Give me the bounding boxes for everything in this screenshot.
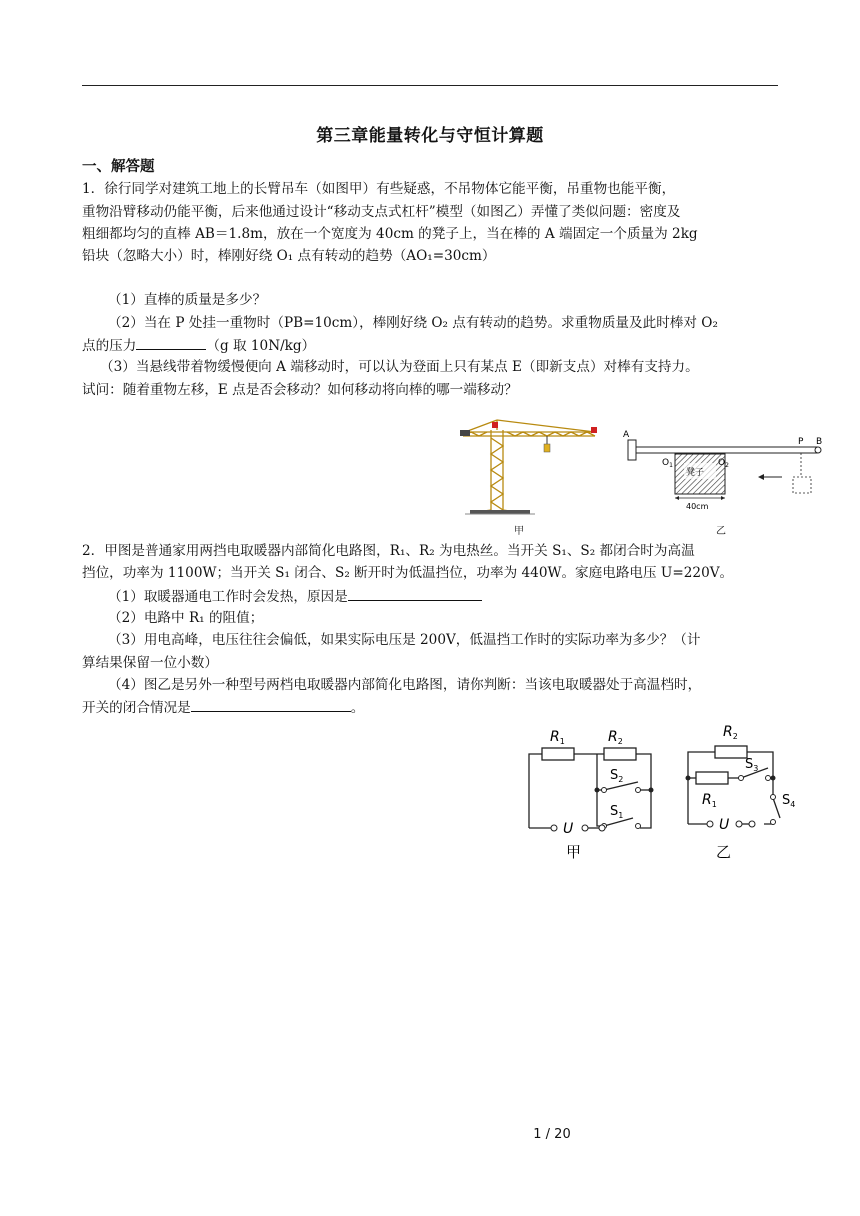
q2-part-4b-text: 开关的闭合情况是 (82, 700, 191, 716)
lever-figure (620, 425, 830, 525)
q2-line-2: 挡位，功率为 1100W；当开关 S₁ 闭合、S₂ 断开时为低温挡位，功率为 440W。家庭电路电压 U=220V。 (82, 565, 734, 581)
label-U: U (719, 817, 730, 833)
circuit-yi (680, 716, 810, 866)
answer-blank[interactable] (348, 586, 482, 601)
label-S4: $S_4$ (782, 793, 796, 809)
label-U: U (563, 821, 574, 837)
crane-figure (455, 418, 605, 538)
label-R2: $R_2$ (608, 729, 623, 746)
q2-part-1-text: （1）取暖器通电工作时会发热，原因是 (108, 589, 348, 605)
label-S2: $S_2$ (610, 768, 624, 784)
q1-part-2a: （2）当在 P 处挂一重物时（PB=10cm），棒刚好绕 O₂ 点有转动的趋势。求重物质量及此时棒对 O₂ (108, 315, 718, 331)
q2-part-4a: （4）图乙是另外一种型号两档电取暖器内部简化电路图，请你判断：当该电取暖器处于高温档时， (108, 677, 702, 693)
fig1-label-yi: 乙 (716, 526, 726, 537)
label-P: P (798, 437, 804, 447)
q2-part-4b-end: 。 (350, 700, 365, 716)
label-O1: $O_1$ (662, 458, 673, 469)
label-A: A (623, 430, 630, 440)
circuit-label-yi: 乙 (716, 843, 732, 861)
q1-part-3b: 试问：随着重物左移，E 点是否会移动？如何移动将向棒的哪一端移动？ (82, 382, 518, 398)
label-S1: $S_1$ (610, 804, 624, 820)
q1-line-3: 粗细都均匀的直棒 AB＝1.8m，放在一个宽度为 40cm 的凳子上，当在棒的 A 端固定一个质量为 2kg (82, 226, 698, 242)
page-title: 第三章能量转化与守恒计算题 (316, 126, 544, 146)
label-R2: $R_2$ (723, 724, 738, 741)
q1-line-1: 1．徐行同学对建筑工地上的长臂吊车（如图甲）有些疑惑，不吊物体它能平衡，吊重物也能平衡， (82, 181, 676, 197)
label-width: 40cm (686, 502, 709, 511)
q1-line-4: 铅块（忽略大小）时，棒刚好绕 O₁ 点有转动的趋势（AO₁=30cm） (82, 248, 496, 264)
q2-part-2: （2）电路中 R₁ 的阻值； (108, 610, 264, 626)
q2-part-3a: （3）用电高峰，电压往往会偏低，如果实际电压是 200V，低温挡工作时的实际功率为多少？（计 (108, 632, 701, 648)
q1-part-2b-pre: 点的压力 (82, 338, 137, 354)
answer-blank[interactable] (136, 335, 206, 350)
header-rule (82, 85, 778, 86)
q2-part-3b: 算结果保留一位小数） (82, 655, 218, 671)
page-number: 1 / 20 (533, 1127, 571, 1142)
q2-part-4b (82, 697, 364, 718)
label-R1: $R_1$ (702, 792, 717, 809)
q1-line-2: 重物沿臂移动仍能平衡，后来他通过设计“移动支点式杠杆”模型（如图乙）弄懂了类似问题：密度及 (82, 204, 681, 220)
q1-part-3a: （3）当悬线带着物缓慢便向 A 端移动时，可以认为登面上只有某点 E（即新支点）对棒有支持力。 (100, 359, 699, 375)
label-R1: $R_1$ (550, 729, 565, 746)
q1-part-1: （1）直棒的质量是多少？ (108, 292, 267, 308)
q1-part-2b (82, 335, 315, 356)
q1-part-2b-post: （g 取 10N/kg） (206, 338, 316, 354)
label-stool: 凳子 (686, 468, 705, 478)
label-S3: $S_3$ (745, 757, 759, 773)
answer-blank[interactable] (191, 697, 351, 712)
circuit-label-jia: 甲 (566, 843, 582, 861)
label-O2: $O_2$ (718, 458, 729, 469)
q2-line-1: 2．甲图是普通家用两挡电取暖器内部简化电路图，R₁、R₂ 为电热丝。当开关 S₁、S₂ 都闭合时为高温 (82, 543, 695, 559)
q2-part-1 (108, 586, 482, 607)
fig1-label-jia: 甲 (514, 526, 524, 537)
circuit-jia (520, 722, 660, 867)
label-B: B (816, 437, 823, 447)
section-heading: 一、解答题 (82, 159, 155, 175)
